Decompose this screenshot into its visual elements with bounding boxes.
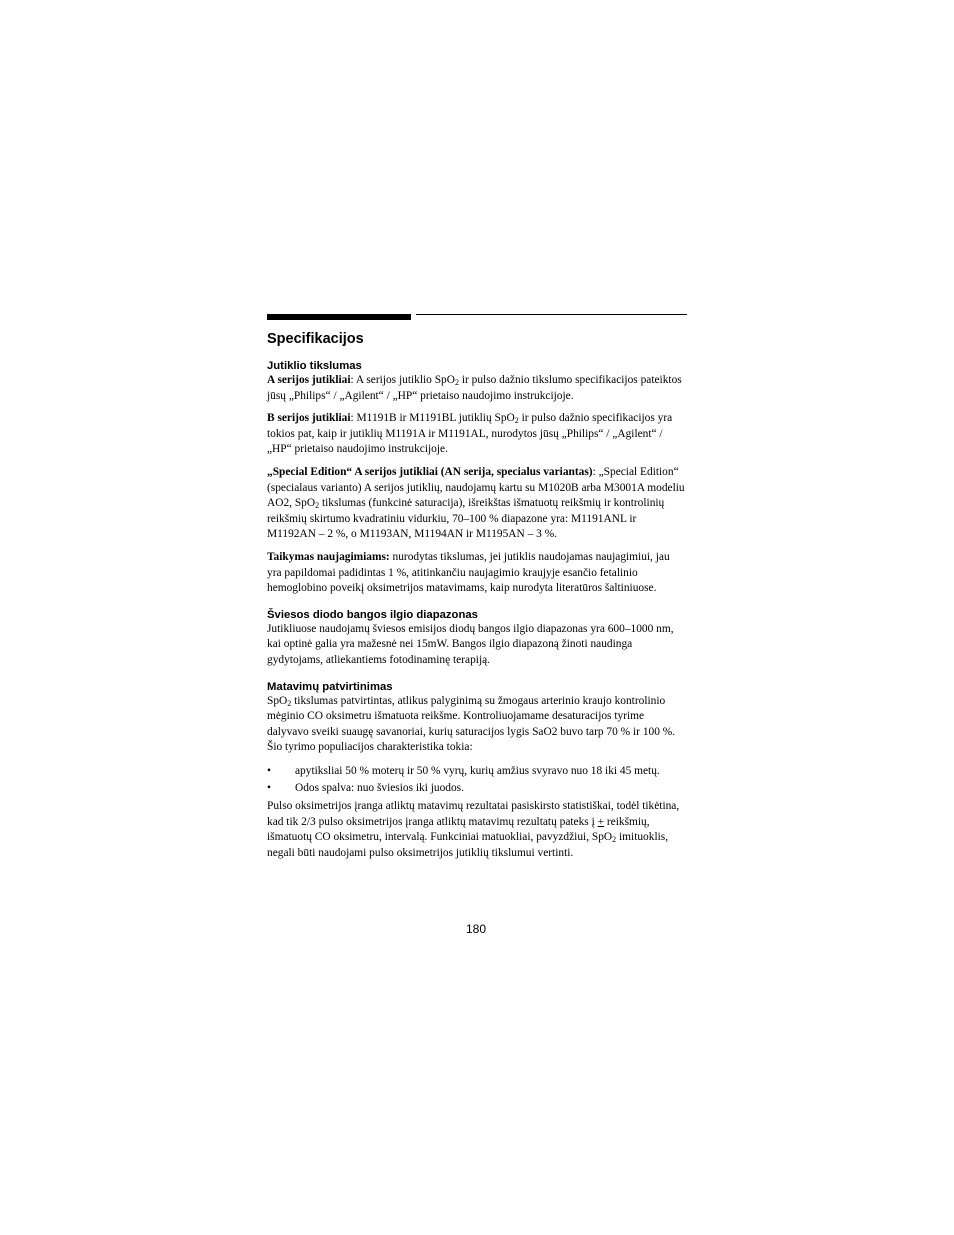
- label-neonatal: Taikymas naujagimiams:: [267, 550, 390, 563]
- population-list: [267, 764, 685, 797]
- label-a-series: A serijos jutikliai: [267, 374, 351, 386]
- header-rule-thin: [416, 314, 687, 315]
- paragraph-b-series: B serijos jutikliai: M1191B ir M1191BL jutiklių SpO$_2$ ir pulso dažnio specifikacijos yra tokios pat, kaip ir jutiklių M1191A ir M1191AL, nurodytos jūsų „Philips“ / „Agilent“ / „HP“ prietaiso naudojimo instrukcijoje.: [267, 412, 673, 456]
- bullet-icon: •: [267, 782, 271, 795]
- header-rule-thick: [267, 314, 411, 320]
- paragraph-statistics: Pulso oksimetrijos įranga atliktų matavimų rezultatai pasiskirsto statistiškai, todėl tikėtina, kad tik 2/3 pulso oksimetrijos įranga atliktų matavimų rezultatų pateks į + reikšmių, išmatuotų CO oksimetru, intervalą. Funkciniai matuokliai, pavyzdžiui, SpO$_2$ imituoklis, negali būti naudojami pulso oksimetrijos jutiklių tikslumui vertinti.: [267, 800, 680, 859]
- section-heading-accuracy: Jutiklio tikslumas: [267, 360, 362, 372]
- page-content: [267, 329, 685, 868]
- label-special-edition: „Special Edition“ A serijos jutikliai (AN serija, specialus variantas): [267, 465, 593, 478]
- plus-minus-symbol: +: [597, 815, 605, 828]
- paragraph-special-edition: „Special Edition“ A serijos jutikliai (AN serija, specialus variantas): „Special Edition“ (specialaus varianto) A serijos jutiklių, naudojamų kartu su M1020B arba M3001A modeliu AO2, SpO$_2$ tikslumas (funkcinė saturacija), išreikštas išmatuotų reikšmių ir kontrolinių reikšmių skirtumo kvadratiniu vidurkiu, 70–100 % diapazone yra: M1191ANL ir M1192AN – 2 %, o M1193AN, M1194AN ir M1195AN – 3 %.: [267, 465, 685, 541]
- paragraph-neonatal: Taikymas naujagimiams: nurodytas tikslumas, jei jutiklis naudojamas naujagimiui, jau yra papildomai padidintas 1 %, atitinkančiu naujagimio kraujyje esančio fetalinio hemoglobino poveikį oksimetrijos matavimams, kaip nurodyta literatūros šaltiniuose.: [267, 550, 670, 595]
- page-number: 180: [465, 922, 487, 936]
- page-title: Specifikacijos: [267, 331, 364, 347]
- label-b-series: B serijos jutikliai: [267, 412, 351, 425]
- paragraph-wavelength: Jutikliuose naudojamų šviesos emisijos diodų bangos ilgio diapazonas yra 600–1000 nm, kai optinė galia yra mažesnė nei 15mW. Bangos ilgio diapazoną žinoti naudinga gydytojams, atliekantiems fotodinaminę terapiją.: [267, 622, 674, 666]
- bullet-icon: •: [267, 764, 271, 777]
- paragraph-validation: SpO$_2$ tikslumas patvirtintas, atlikus palyginimą su žmogaus arterinio kraujo kontrolinio mėginio CO oksimetru išmatuota reikšme. Kontroliuojamame desaturacijos tyrime dalyvavo sveiki suaugę savanoriai, kurių saturacijos lygis SaO2 buvo tarp 70 % ir 100 %. Šio tyrimo populiacijos charakteristika tokia:: [267, 694, 676, 754]
- paragraph-a-series: A serijos jutikliai: A serijos jutiklio SpO$_2$ ir pulso dažnio tikslumo specifikacijos pateiktos jūsų „Philips“ / „Agilent“ / „HP“ prietaiso naudojimo instrukcijoje.: [267, 374, 682, 402]
- section-heading-validation: Matavimų patvirtinimas: [267, 680, 393, 693]
- list-item: • apytiksliai 50 % moterų ir 50 % vyrų, kurių amžius svyravo nuo 18 iki 45 metų.: [267, 764, 685, 780]
- section-heading-wavelength: Šviesos diodo bangos ilgio diapazonas: [267, 608, 478, 621]
- list-item: • Odos spalva: nuo šviesios iki juodos.: [267, 781, 685, 797]
